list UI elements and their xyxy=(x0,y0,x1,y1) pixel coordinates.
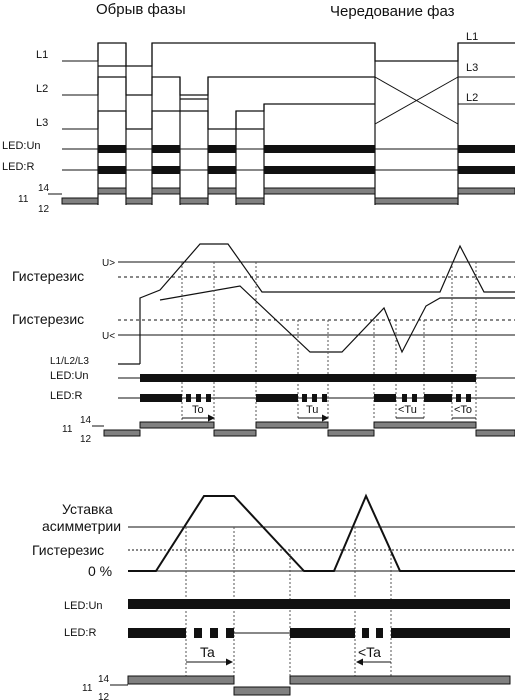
timer-less-ta: <Ta xyxy=(358,644,381,660)
label-u-high: U> xyxy=(102,258,116,269)
led-un-bar-2 xyxy=(140,374,476,382)
right-label-l2: L2 xyxy=(466,92,479,104)
label-asym-line1: Уставка xyxy=(62,501,113,517)
timer-less-to: <To xyxy=(454,404,473,416)
relay-label-14-3: 14 xyxy=(98,674,110,685)
right-label-l3: L3 xyxy=(466,62,479,74)
relay-bars-3 xyxy=(128,676,510,695)
label-phases: L1/L2/L3 xyxy=(50,356,89,367)
relay-label-14-2: 14 xyxy=(80,415,92,426)
led-un-bar-3 xyxy=(128,599,510,609)
title-phase-loss: Обрыв фазы xyxy=(96,1,186,18)
label-led-un-2: LED:Un xyxy=(50,370,89,382)
row-label-l3: L3 xyxy=(36,117,49,129)
led-r-bars-3 xyxy=(128,628,510,638)
phase-crossing xyxy=(375,77,515,124)
label-led-r-2: LED:R xyxy=(50,390,83,402)
row-label-led-un: LED:Un xyxy=(2,140,41,152)
timer-ta: Ta xyxy=(200,644,215,660)
label-asym-line2: асимметрии xyxy=(42,518,122,534)
timer-to: To xyxy=(192,404,204,416)
section-voltage xyxy=(12,244,515,445)
relay-bars-2 xyxy=(104,422,515,436)
row-label-l2: L2 xyxy=(36,83,49,95)
relay-label-11: 11 xyxy=(18,194,29,205)
right-label-l1: L1 xyxy=(466,31,479,43)
relay-label-12: 12 xyxy=(38,204,50,215)
section1-edges xyxy=(98,43,458,205)
relay-label-14: 14 xyxy=(38,183,50,194)
section-phase-loss xyxy=(2,1,515,215)
relay-label-11-2: 11 xyxy=(62,424,73,435)
relay-bars-1 xyxy=(62,188,515,204)
waveform-l2 xyxy=(98,77,375,95)
row-label-l1: L1 xyxy=(36,49,49,61)
waveform-l1 xyxy=(98,43,515,66)
label-zero-percent: 0 % xyxy=(88,563,113,579)
voltage-curve-lower xyxy=(160,286,515,352)
label-led-un-3: LED:Un xyxy=(64,600,103,612)
timer-less-tu: <Tu xyxy=(398,404,417,416)
label-hysteresis-asym: Гистерезис xyxy=(32,542,105,558)
relay-label-12-2: 12 xyxy=(80,434,92,445)
label-hysteresis-top: Гистерезис xyxy=(12,268,85,284)
row-label-led-r: LED:R xyxy=(2,161,35,173)
timer-tu: Tu xyxy=(306,404,319,416)
section-asymmetry xyxy=(32,496,515,700)
relay-label-11-3: 11 xyxy=(82,683,93,694)
relay-label-12-3: 12 xyxy=(98,692,110,700)
label-u-low: U< xyxy=(102,331,116,342)
label-hysteresis-bottom: Гистерезис xyxy=(12,311,85,327)
title-phase-sequence: Чередование фаз xyxy=(330,3,455,20)
label-led-r-3: LED:R xyxy=(64,627,97,639)
